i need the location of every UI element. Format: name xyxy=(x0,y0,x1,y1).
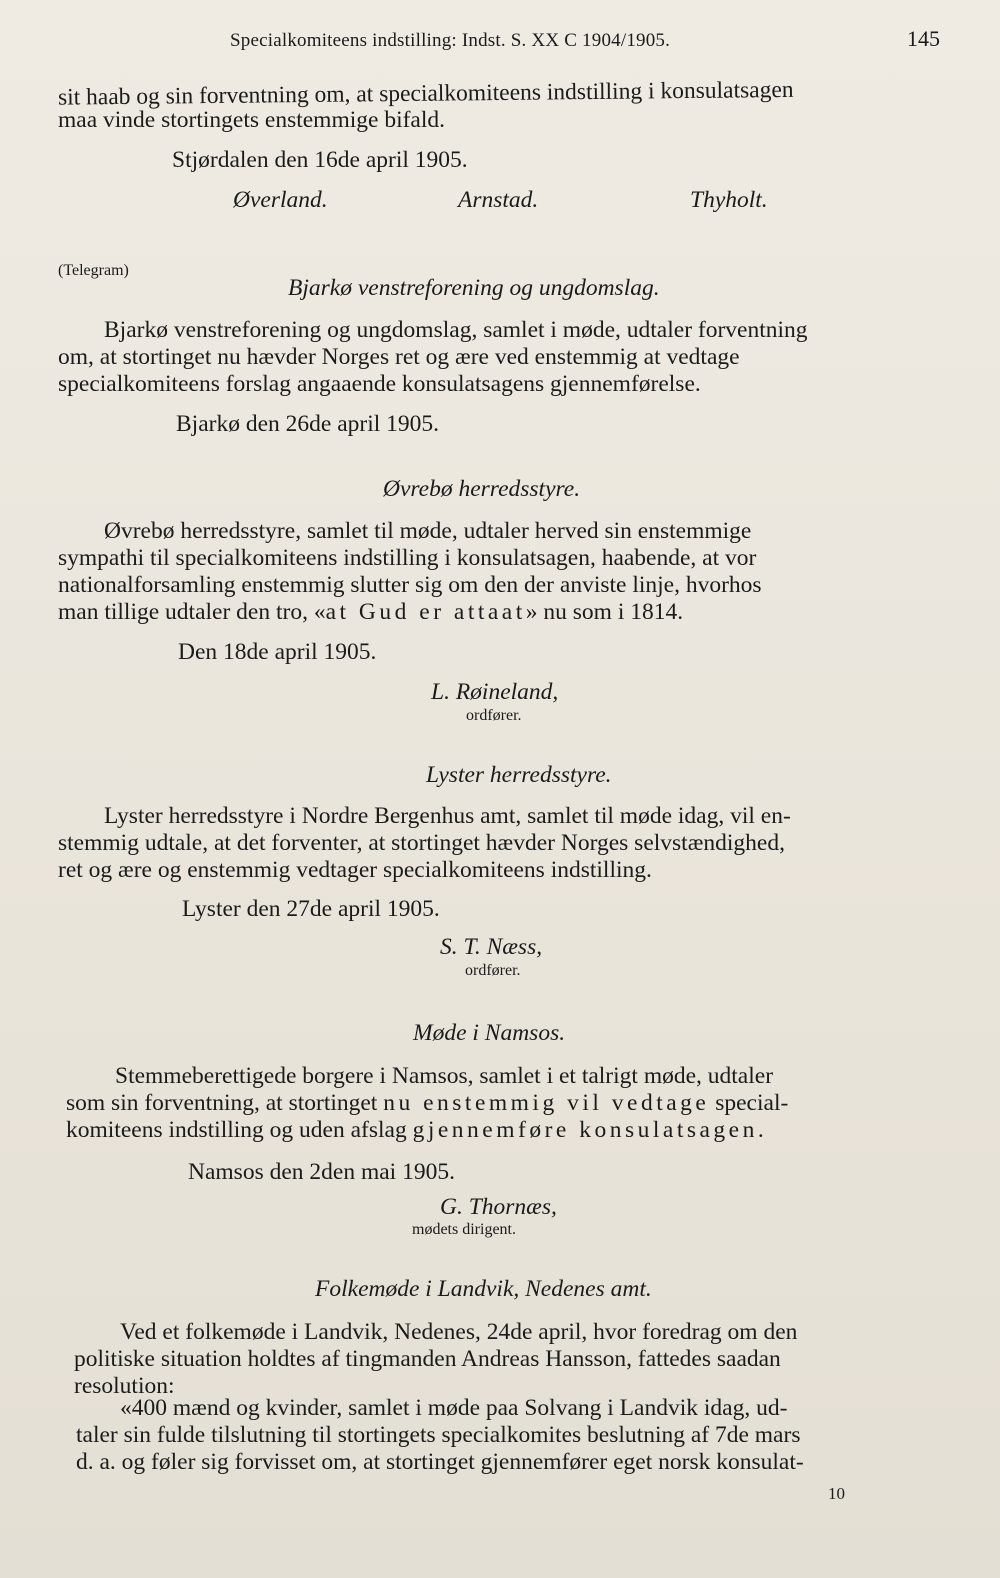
signature-naess: S. T. Næss, xyxy=(440,934,543,960)
ovrebo-line-2: sympathi til specialkomiteens indstilling i konsulatsagen, haabende, at vor xyxy=(58,545,757,571)
ovrebo-line-4-pre: man tillige udtaler den tro, « xyxy=(58,599,326,625)
page-header xyxy=(60,24,940,56)
namsos-line-2-pre: som sin forventning, at stortinget xyxy=(66,1090,384,1116)
intro-line-1: sit haab og sin forventning om, at specialkomiteens indstilling i konsulatsagen xyxy=(57,76,794,111)
ovrebo-line-1: Øvrebø herredsstyre, samlet til møde, udtaler herved sin enstemmige xyxy=(104,518,752,544)
ovrebo-place-date: Den 18de april 1905. xyxy=(178,639,377,665)
signature-arnstad: Arnstad. xyxy=(458,187,539,213)
heading-landvik: Folkemøde i Landvik, Nedenes amt. xyxy=(315,1276,652,1302)
lyster-line-3: ret og ære og enstemmig vedtager specialkomiteens indstilling. xyxy=(58,857,652,883)
landvik-line-1: Ved et folkemøde i Landvik, Nedenes, 24de april, hvor foredrag om den xyxy=(120,1319,798,1345)
landvik-line-5: taler sin fulde tilslutning til stortingets specialkomites beslutning af 7de mars xyxy=(76,1422,801,1448)
sheet-number: 10 xyxy=(828,1484,845,1503)
bjarko-line-2: om, at stortinget nu hævder Norges ret og ære ved enstemmig at vedtage xyxy=(58,344,740,370)
namsos-line-1: Stemmeberettigede borgere i Namsos, samlet i et talrigt møde, udtaler xyxy=(115,1063,774,1089)
title-ordforer-1: ordfører. xyxy=(466,707,522,724)
ovrebo-line-4-spaced: at Gud er attaat xyxy=(325,599,526,625)
running-title: Specialkomiteens indstilling: Indst. S. XX C 1904/1905. xyxy=(230,30,671,51)
title-ordforer-2: ordfører. xyxy=(465,962,521,979)
namsos-line-3 xyxy=(66,1117,767,1144)
lyster-place-date: Lyster den 27de april 1905. xyxy=(182,896,440,922)
landvik-line-4: «400 mænd og kvinder, samlet i møde paa Solvang i Landvik idag, ud- xyxy=(120,1395,788,1421)
namsos-line-3-pre: komiteens indstilling og uden afslag xyxy=(66,1117,413,1143)
lyster-line-1: Lyster herredsstyre i Nordre Bergenhus amt, samlet til møde idag, vil en- xyxy=(104,803,791,829)
lyster-line-2: stemmig udtale, at det forventer, at stortinget hævder Norges selvstændighed, xyxy=(58,830,785,856)
bjarko-line-1: Bjarkø venstreforening og ungdomslag, samlet i møde, udtaler forventning xyxy=(104,317,808,343)
signature-thornaes: G. Thornæs, xyxy=(440,1194,557,1220)
namsos-place-date: Namsos den 2den mai 1905. xyxy=(188,1159,455,1185)
intro-place-date: Stjørdalen den 16de april 1905. xyxy=(172,147,468,173)
ovrebo-line-4-post: » nu som i 1814. xyxy=(525,599,684,625)
page-number: 145 xyxy=(907,26,940,51)
namsos-line-2-post: special- xyxy=(709,1090,789,1116)
signature-roineland: L. Røineland, xyxy=(431,679,559,705)
signature-thyholt: Thyholt. xyxy=(690,187,768,213)
namsos-line-2-spaced: nu enstemmig vil vedtage xyxy=(383,1090,710,1116)
heading-bjarko: Bjarkø venstreforening og ungdomslag. xyxy=(288,275,660,301)
ovrebo-line-3: nationalforsamling enstemmig slutter sig om den der anviste linje, hvorhos xyxy=(58,572,762,598)
heading-lyster: Lyster herredsstyre. xyxy=(426,762,612,788)
intro-line-2: maa vinde stortingets enstemmige bifald. xyxy=(58,107,446,133)
bjarko-line-3: specialkomiteens forslag angaaende konsulatsagens gjennemførelse. xyxy=(58,371,701,397)
ovrebo-line-4 xyxy=(58,599,683,626)
bjarko-place-date: Bjarkø den 26de april 1905. xyxy=(176,411,440,437)
telegram-label: (Telegram) xyxy=(58,262,129,279)
namsos-line-3-spaced: gjennemføre konsulatsagen. xyxy=(412,1117,768,1143)
heading-ovrebo: Øvrebø herredsstyre. xyxy=(383,476,581,502)
title-dirigent: mødets dirigent. xyxy=(412,1221,516,1238)
landvik-line-3: resolution: xyxy=(74,1373,175,1399)
heading-namsos: Møde i Namsos. xyxy=(413,1020,566,1046)
landvik-line-2: politiske situation holdtes af tingmanden Andreas Hansson, fattedes saadan xyxy=(74,1346,781,1372)
landvik-line-6: d. a. og føler sig forvisset om, at stortinget gjennemfører eget norsk konsulat- xyxy=(76,1449,804,1475)
namsos-line-2 xyxy=(66,1090,788,1117)
signature-overland: Øverland. xyxy=(233,187,328,213)
